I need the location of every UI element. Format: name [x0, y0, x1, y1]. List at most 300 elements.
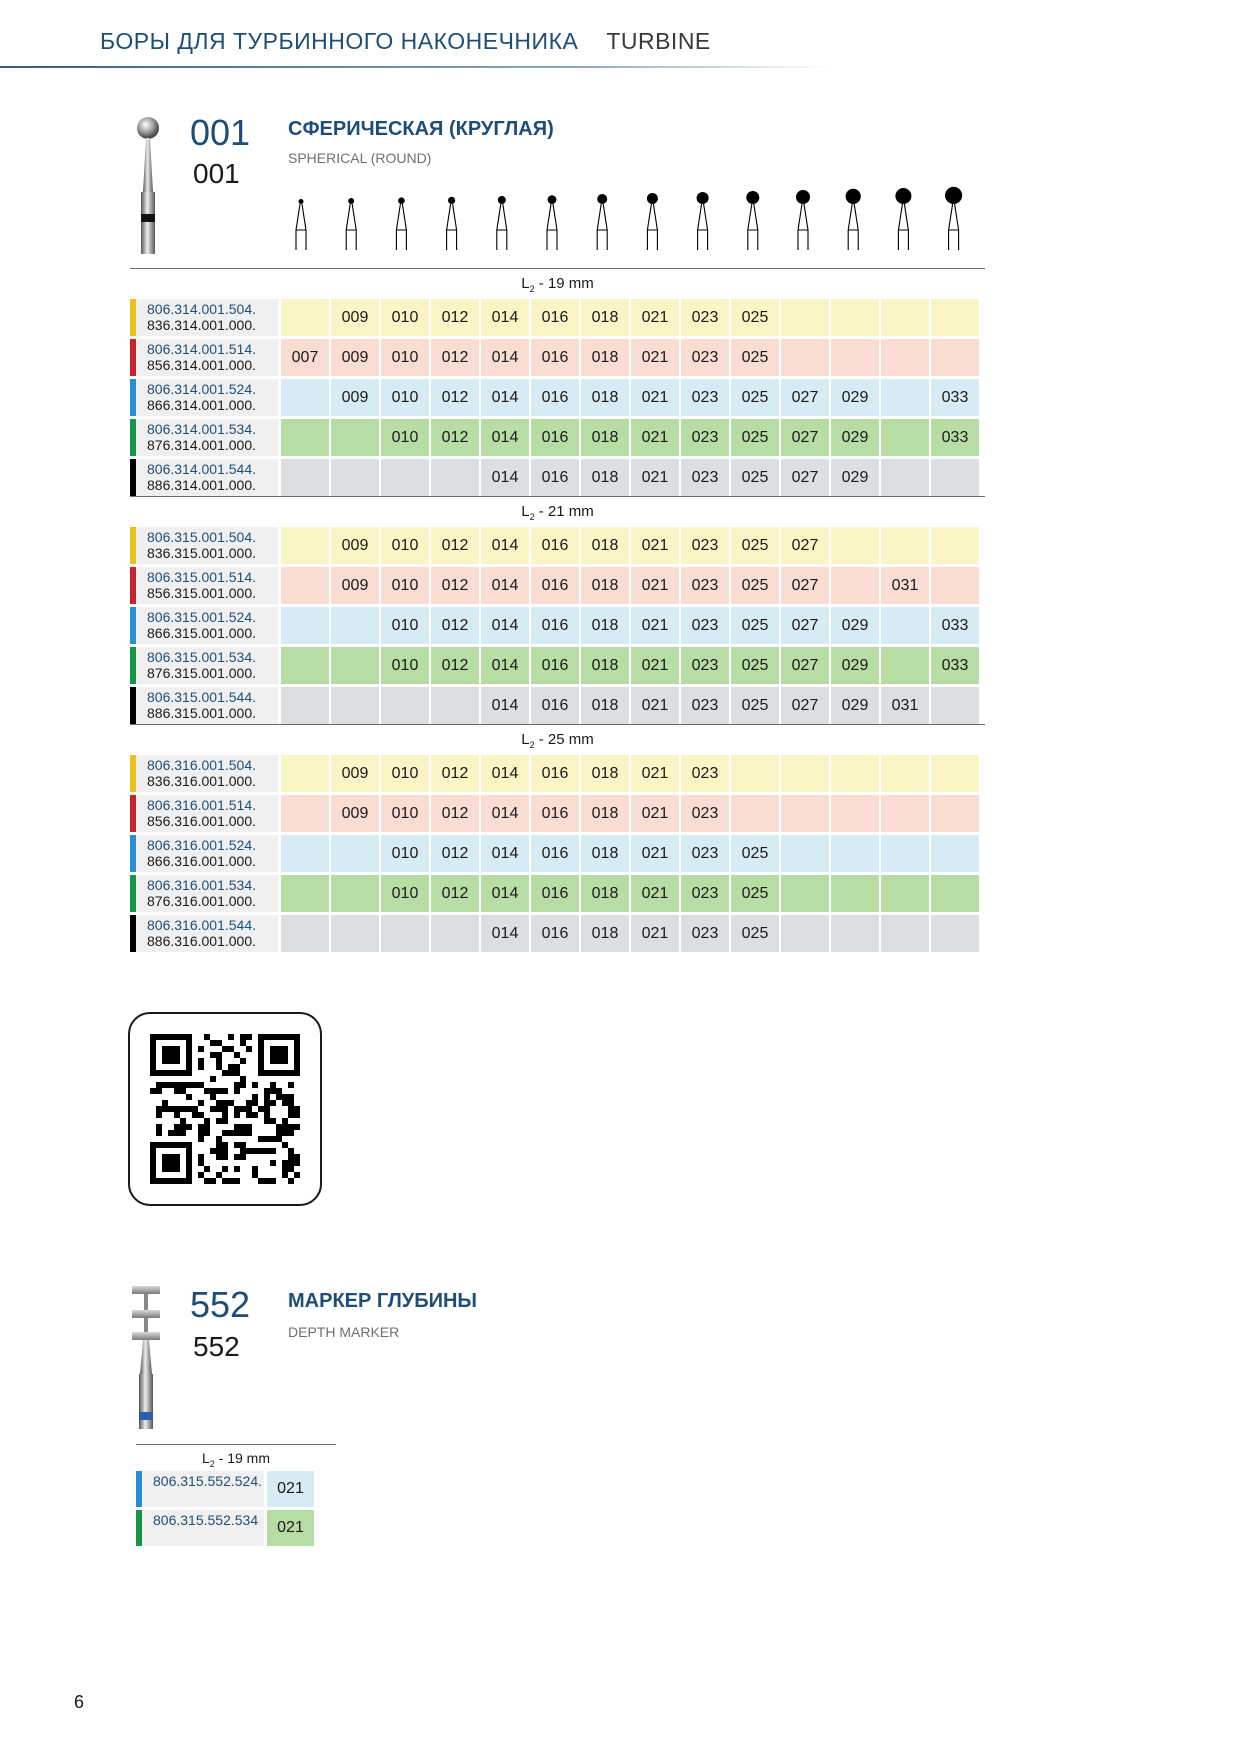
size-cell: 018	[581, 567, 629, 604]
table-row	[130, 379, 985, 416]
article-code	[130, 647, 278, 684]
product-name-en: SPHERICAL (ROUND)	[288, 150, 432, 166]
article-code	[130, 915, 278, 952]
size-cell	[331, 607, 379, 644]
size-cell: 012	[431, 299, 479, 336]
article-code	[130, 795, 278, 832]
article-code	[130, 607, 278, 644]
article-code	[130, 755, 278, 792]
size-cell	[281, 419, 329, 456]
size-cell: 018	[581, 915, 629, 952]
section-length-label: $L_2 - 19$ mm	[130, 268, 985, 299]
size-cell	[731, 755, 779, 792]
size-cell: 012	[431, 607, 479, 644]
table-row	[130, 339, 985, 376]
table-row	[130, 647, 985, 684]
size-cell: 018	[581, 875, 629, 912]
size-cell: 021	[631, 915, 679, 952]
size-cell: 027	[781, 459, 829, 496]
size-cell: 027	[781, 419, 829, 456]
bur-tip-icon	[746, 191, 759, 250]
article-code-secondary: 856.314.001.000.	[147, 357, 256, 373]
size-cell: 031	[881, 687, 929, 724]
size-cell: 029	[831, 419, 879, 456]
size-cell: 012	[431, 527, 479, 564]
size-cell: 014	[481, 755, 529, 792]
size-cell: 016	[531, 527, 579, 564]
size-cell: 016	[531, 835, 579, 872]
article-code-primary: 806.315.001.534.	[147, 649, 256, 665]
size-cell	[431, 687, 479, 724]
size-cell: 018	[581, 419, 629, 456]
size-cell: 014	[481, 527, 529, 564]
size-cell: 016	[531, 607, 579, 644]
section-length-label: $L_2 - 21$ mm	[130, 496, 985, 527]
size-cell: 014	[481, 795, 529, 832]
size-cell: 014	[481, 339, 529, 376]
size-cell: 012	[431, 795, 479, 832]
size-cell	[881, 795, 929, 832]
size-cell: 014	[481, 299, 529, 336]
size-cell	[931, 755, 979, 792]
article-code-secondary: 866.314.001.000.	[147, 397, 256, 413]
table-row	[130, 755, 985, 792]
size-cell	[281, 567, 329, 604]
bur-size-illustrations	[0, 0, 1000, 260]
size-cell: 021	[631, 379, 679, 416]
qr-code-icon	[150, 1034, 300, 1184]
product2-code: 552	[190, 1284, 251, 1325]
size-cell: 016	[531, 915, 579, 952]
size-cell	[331, 875, 379, 912]
size-cell: 014	[481, 687, 529, 724]
section-length-label: $L_2 - 25$ mm	[130, 724, 985, 755]
article-code-primary: 806.315.001.524.	[147, 609, 256, 625]
size-cell: 021	[631, 567, 679, 604]
size-cell	[331, 459, 379, 496]
size-cell: 023	[681, 567, 729, 604]
size-cell	[931, 459, 979, 496]
article-code-secondary: 866.315.001.000.	[147, 625, 256, 641]
table-row	[130, 607, 985, 644]
size-cell	[881, 379, 929, 416]
size-cell	[331, 419, 379, 456]
size-cell	[281, 379, 329, 416]
size-cell	[781, 915, 829, 952]
bur-tip-icon	[346, 198, 356, 250]
size-cell: 009	[331, 299, 379, 336]
size-cell	[881, 755, 929, 792]
size-cell	[281, 755, 329, 792]
size-cell: 021	[631, 607, 679, 644]
size-cell	[381, 687, 429, 724]
page-number: 6	[74, 1692, 85, 1712]
product-name-ru: СФЕРИЧЕСКАЯ (КРУГЛАЯ)	[288, 118, 554, 140]
size-cell	[281, 875, 329, 912]
bur-tip-icon	[945, 187, 962, 250]
table-row	[130, 567, 985, 604]
size-cell	[931, 299, 979, 336]
size-cell: 018	[581, 527, 629, 564]
product2-name-en: DEPTH MARKER	[288, 1324, 400, 1340]
article-code-secondary: 876.315.001.000.	[147, 665, 256, 681]
size-cell: 023	[681, 379, 729, 416]
article-code	[136, 1510, 264, 1546]
size-cell: 025	[731, 459, 779, 496]
article-code-secondary: 876.314.001.000.	[147, 437, 256, 453]
size-cell: 009	[331, 567, 379, 604]
size-cell: 010	[381, 379, 429, 416]
size-cell: 023	[681, 299, 729, 336]
article-code-secondary: 886.314.001.000.	[147, 477, 256, 493]
size-cell: 025	[731, 915, 779, 952]
table-row	[130, 419, 985, 456]
size-cell: 010	[381, 875, 429, 912]
size-cell	[881, 835, 929, 872]
bur-tip-icon	[846, 189, 861, 250]
size-cell: 014	[481, 647, 529, 684]
article-code-secondary: 876.316.001.000.	[147, 893, 256, 909]
size-cell: 025	[731, 527, 779, 564]
size-cell: 010	[381, 419, 429, 456]
size-cell	[781, 875, 829, 912]
table-row	[130, 875, 985, 912]
article-code-secondary: 886.316.001.000.	[147, 933, 256, 949]
size-cell: 014	[481, 459, 529, 496]
article-code-primary: 806.316.001.534.	[147, 877, 256, 893]
bur-tip-icon	[796, 190, 810, 250]
size-cell	[281, 459, 329, 496]
bur-tip-icon	[396, 197, 406, 250]
size-cell	[781, 755, 829, 792]
size-cell: 021	[631, 687, 679, 724]
article-code-primary: 806.314.001.524.	[147, 381, 256, 397]
size-cell: 021	[631, 647, 679, 684]
size-cell	[331, 647, 379, 684]
size-cell	[931, 339, 979, 376]
article-code-secondary: 836.316.001.000.	[147, 773, 256, 789]
size-cell: 021	[631, 419, 679, 456]
size-cell: 029	[831, 607, 879, 644]
product-code: 001	[190, 112, 251, 153]
article-code	[130, 527, 278, 564]
size-cell: 023	[681, 419, 729, 456]
size-cell: 018	[581, 687, 629, 724]
bur-tip-icon	[597, 194, 607, 250]
size-cell	[931, 527, 979, 564]
size-cell	[331, 915, 379, 952]
size-cell: 010	[381, 755, 429, 792]
table-row	[130, 835, 985, 872]
size-cell: 018	[581, 379, 629, 416]
size-cell: 018	[581, 299, 629, 336]
size-cell	[381, 459, 429, 496]
size-cell	[831, 875, 879, 912]
size-cell: 027	[781, 687, 829, 724]
size-cell: 014	[481, 567, 529, 604]
size-cell: 012	[431, 835, 479, 872]
size-cell: 023	[681, 875, 729, 912]
size-cell: 025	[731, 567, 779, 604]
article-code-primary: 806.316.001.514.	[147, 797, 256, 813]
size-cell: 012	[431, 419, 479, 456]
size-cell: 018	[581, 607, 629, 644]
size-cell: 023	[681, 647, 729, 684]
size-cell: 016	[531, 379, 579, 416]
size-cell: 027	[781, 527, 829, 564]
size-cell: 018	[581, 459, 629, 496]
size-cell: 023	[681, 835, 729, 872]
size-cell: 023	[681, 687, 729, 724]
article-code-primary: 806.315.001.544.	[147, 689, 256, 705]
size-cell: 023	[681, 755, 729, 792]
article-code-primary: 806.315.552.534	[153, 1512, 259, 1528]
size-cell: 029	[831, 379, 879, 416]
size-cell: 021	[631, 459, 679, 496]
product2-name-ru: МАРКЕР ГЛУБИНЫ	[288, 1290, 477, 1312]
size-cell: 009	[331, 527, 379, 564]
size-cell	[781, 339, 829, 376]
size-cell: 010	[381, 607, 429, 644]
size-cell: 012	[431, 755, 479, 792]
size-cell: 016	[531, 755, 579, 792]
size-cell	[831, 299, 879, 336]
size-cell: 010	[381, 835, 429, 872]
size-cell: 023	[681, 607, 729, 644]
article-code	[130, 339, 278, 376]
size-cell: 010	[381, 567, 429, 604]
size-cell	[881, 419, 929, 456]
section-length-label: $L_2 - 19$ mm	[136, 1444, 336, 1471]
bur-tip-icon	[895, 188, 911, 250]
size-table	[130, 268, 985, 952]
header-title-en: TURBINE	[606, 28, 711, 54]
size-cell	[831, 339, 879, 376]
size-cell: 018	[581, 339, 629, 376]
article-code-primary: 806.316.001.544.	[147, 917, 256, 933]
product2-code-secondary: 552	[193, 1331, 240, 1362]
size-cell	[931, 567, 979, 604]
size-cell: 018	[581, 835, 629, 872]
size-cell: 021	[631, 835, 679, 872]
article-code	[130, 299, 278, 336]
size-cell: 027	[781, 607, 829, 644]
size-cell: 021	[631, 755, 679, 792]
size-cell: 016	[531, 687, 579, 724]
table-row	[136, 1510, 336, 1546]
size-cell	[281, 299, 329, 336]
size-cell: 014	[481, 915, 529, 952]
size-cell: 018	[581, 795, 629, 832]
size-cell: 023	[681, 527, 729, 564]
bur-tip-icon	[547, 195, 557, 250]
bur-tip-icon	[697, 192, 709, 250]
size-cell: 010	[381, 647, 429, 684]
article-code	[130, 419, 278, 456]
size-cell: 010	[381, 527, 429, 564]
size-cell: 025	[731, 607, 779, 644]
size-cell: 014	[481, 379, 529, 416]
size-cell	[281, 647, 329, 684]
size-cell: 016	[531, 567, 579, 604]
size-cell	[331, 835, 379, 872]
size-cell: 021	[267, 1510, 314, 1546]
article-code	[130, 567, 278, 604]
size-cell: 007	[281, 339, 329, 376]
size-cell: 025	[731, 687, 779, 724]
size-cell	[881, 459, 929, 496]
article-code	[130, 875, 278, 912]
article-code-primary: 806.315.552.524.	[153, 1473, 262, 1489]
size-cell	[931, 915, 979, 952]
size-cell: 012	[431, 379, 479, 416]
size-cell	[281, 607, 329, 644]
table-row	[130, 299, 985, 336]
size-cell	[381, 915, 429, 952]
size-cell	[931, 875, 979, 912]
size-cell: 010	[381, 299, 429, 336]
depth-marker-bur-icon	[128, 1284, 164, 1429]
size-cell	[881, 607, 929, 644]
article-code	[136, 1471, 264, 1507]
size-cell	[431, 459, 479, 496]
size-cell: 025	[731, 419, 779, 456]
article-code-primary: 806.314.001.504.	[147, 301, 256, 317]
size-cell: 012	[431, 647, 479, 684]
size-cell: 029	[831, 459, 879, 496]
article-code-primary: 806.314.001.534.	[147, 421, 256, 437]
size-cell: 021	[631, 527, 679, 564]
bur-tip-icon	[647, 193, 658, 250]
table-row	[130, 795, 985, 832]
size-cell: 027	[781, 379, 829, 416]
size-cell: 009	[331, 339, 379, 376]
size-cell: 023	[681, 459, 729, 496]
size-cell: 029	[831, 687, 879, 724]
size-cell: 016	[531, 299, 579, 336]
size-cell	[931, 687, 979, 724]
size-cell	[881, 915, 929, 952]
bur-tip-icon	[296, 199, 306, 250]
size-cell	[931, 795, 979, 832]
depth-marker-table	[136, 1444, 336, 1546]
article-code-primary: 806.315.001.504.	[147, 529, 256, 545]
size-cell	[281, 795, 329, 832]
size-cell: 027	[781, 647, 829, 684]
article-code-secondary: 886.315.001.000.	[147, 705, 256, 721]
size-cell: 027	[781, 567, 829, 604]
size-cell: 014	[481, 875, 529, 912]
article-code	[130, 835, 278, 872]
size-cell: 033	[931, 607, 979, 644]
size-cell: 025	[731, 299, 779, 336]
size-cell	[931, 835, 979, 872]
article-code-secondary: 836.315.001.000.	[147, 545, 256, 561]
size-cell: 023	[681, 339, 729, 376]
article-code-primary: 806.315.001.514.	[147, 569, 256, 585]
size-cell: 025	[731, 379, 779, 416]
size-cell: 009	[331, 379, 379, 416]
size-cell	[831, 795, 879, 832]
qr-code-frame	[128, 1012, 322, 1206]
article-code-primary: 806.314.001.514.	[147, 341, 256, 357]
size-cell	[331, 687, 379, 724]
size-cell	[731, 795, 779, 832]
size-cell: 033	[931, 379, 979, 416]
size-cell: 014	[481, 607, 529, 644]
article-code-secondary: 836.314.001.000.	[147, 317, 256, 333]
article-code	[130, 379, 278, 416]
table-row	[130, 915, 985, 952]
size-cell: 016	[531, 647, 579, 684]
size-cell	[281, 687, 329, 724]
size-cell: 014	[481, 835, 529, 872]
size-cell	[881, 527, 929, 564]
size-cell	[831, 567, 879, 604]
size-cell: 012	[431, 875, 479, 912]
size-cell	[281, 527, 329, 564]
size-cell: 018	[581, 755, 629, 792]
article-code	[130, 459, 278, 496]
size-cell: 016	[531, 339, 579, 376]
size-cell: 029	[831, 647, 879, 684]
product-code-secondary: 001	[193, 158, 240, 189]
size-cell: 025	[731, 875, 779, 912]
size-cell	[431, 915, 479, 952]
article-code-primary: 806.316.001.524.	[147, 837, 256, 853]
size-cell: 016	[531, 795, 579, 832]
article-code-secondary: 866.316.001.000.	[147, 853, 256, 869]
size-cell	[781, 795, 829, 832]
article-code-secondary: 856.315.001.000.	[147, 585, 256, 601]
size-cell	[281, 915, 329, 952]
size-cell: 012	[431, 339, 479, 376]
size-cell: 016	[531, 419, 579, 456]
size-cell: 010	[381, 795, 429, 832]
size-cell	[831, 755, 879, 792]
table-row	[130, 459, 985, 496]
size-cell: 023	[681, 795, 729, 832]
article-code-primary: 806.316.001.504.	[147, 757, 256, 773]
size-cell: 014	[481, 419, 529, 456]
size-cell	[781, 299, 829, 336]
size-cell	[781, 835, 829, 872]
size-cell	[881, 647, 929, 684]
size-cell: 031	[881, 567, 929, 604]
article-code-primary: 806.314.001.544.	[147, 461, 256, 477]
size-cell: 021	[631, 795, 679, 832]
size-cell	[881, 875, 929, 912]
size-cell: 016	[531, 875, 579, 912]
header-title-ru: БОРЫ ДЛЯ ТУРБИННОГО НАКОНЕЧНИКА	[100, 28, 579, 54]
size-cell	[831, 527, 879, 564]
size-cell: 012	[431, 567, 479, 604]
size-cell: 025	[731, 339, 779, 376]
size-cell	[281, 835, 329, 872]
size-cell: 023	[681, 915, 729, 952]
size-cell	[881, 299, 929, 336]
table-row	[130, 687, 985, 724]
size-cell	[881, 339, 929, 376]
size-cell: 021	[631, 339, 679, 376]
size-cell: 021	[631, 299, 679, 336]
bur-tip-icon	[497, 196, 507, 250]
size-cell	[831, 915, 879, 952]
size-cell: 021	[631, 875, 679, 912]
size-cell: 033	[931, 647, 979, 684]
article-code-secondary: 856.316.001.000.	[147, 813, 256, 829]
size-cell: 016	[531, 459, 579, 496]
